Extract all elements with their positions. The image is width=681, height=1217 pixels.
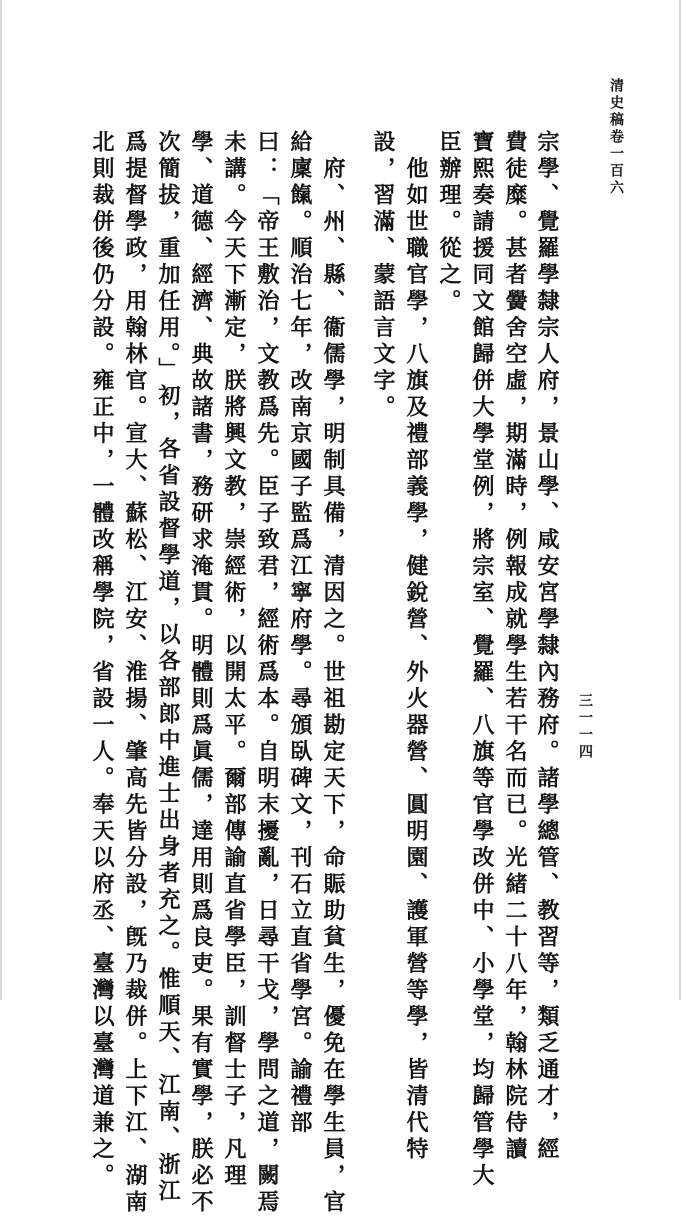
book-title: 清史稿卷一百六	[608, 78, 624, 197]
text-column-14: 北則裁併後仍分設。雍正中，一體改稱學院，省設一人。奉天以府丞、臺灣以臺灣道兼之。	[89, 130, 115, 1190]
text-column-6: 設，習滿、蒙語言文字。	[370, 130, 396, 422]
text-column-3: 寶熙奏請援同文館歸併大學堂例，將宗室、覺羅、八旗等官學改併中、小學堂，均歸管學大	[469, 130, 495, 1190]
text-column-12: 次簡拔，重加任用。」初，各省設督學道，以各部郎中進士出身者充之。惟順天、江南、浙江	[155, 130, 181, 1206]
text-column-13: 爲提督學政，用翰林官。宣大、蘇松、江安、淮揚、肇高先皆分設，旣乃裁併。上下江、湖南	[122, 130, 148, 1217]
text-column-8: 給廩餼。順治七年，改南京國子監爲江寧府學。尋頒臥碑文，刊石立直省學宮。諭禮部	[287, 130, 313, 1137]
page-number: 三一一四	[577, 693, 593, 761]
text-column-10: 未講。今天下漸定，朕將興文教，崇經術，以開太平。爾部傳諭直省學臣，訓督士子，凡理	[221, 130, 247, 1190]
scan-edge-left	[0, 0, 2, 1000]
text-column-1: 宗學、覺羅學隸宗人府，景山學、咸安宮學隸內務府。諸學總管、教習等，類乏通才，經	[534, 130, 560, 1164]
text-column-7: 府、州、縣、衞儒學，明制具備，清因之。世祖勘定天下，命賑助貧生，優免在學生員，官	[320, 130, 346, 1217]
text-column-9: 曰：「帝王敷治，文教爲先。臣子致君，經術爲本。自明末擾亂，日尋干戈，學問之道，闕焉	[254, 130, 280, 1217]
text-column-5: 他如世職官學，八旗及禮部義學，健銳營、外火器營、圓明園、護軍營等學，皆清代特	[403, 130, 429, 1164]
text-column-2: 費徒糜。甚者黌舍空虛，期滿時，例報成就學生若干名而已。光緒二十八年，翰林院侍讀	[502, 130, 528, 1164]
text-column-4: 臣辦理。從之。	[436, 130, 462, 316]
text-column-11: 學、道德、經濟、典故諸書，務研求淹貫。明體則爲眞儒，達用則爲良吏。果有實學，朕必不	[188, 130, 214, 1217]
